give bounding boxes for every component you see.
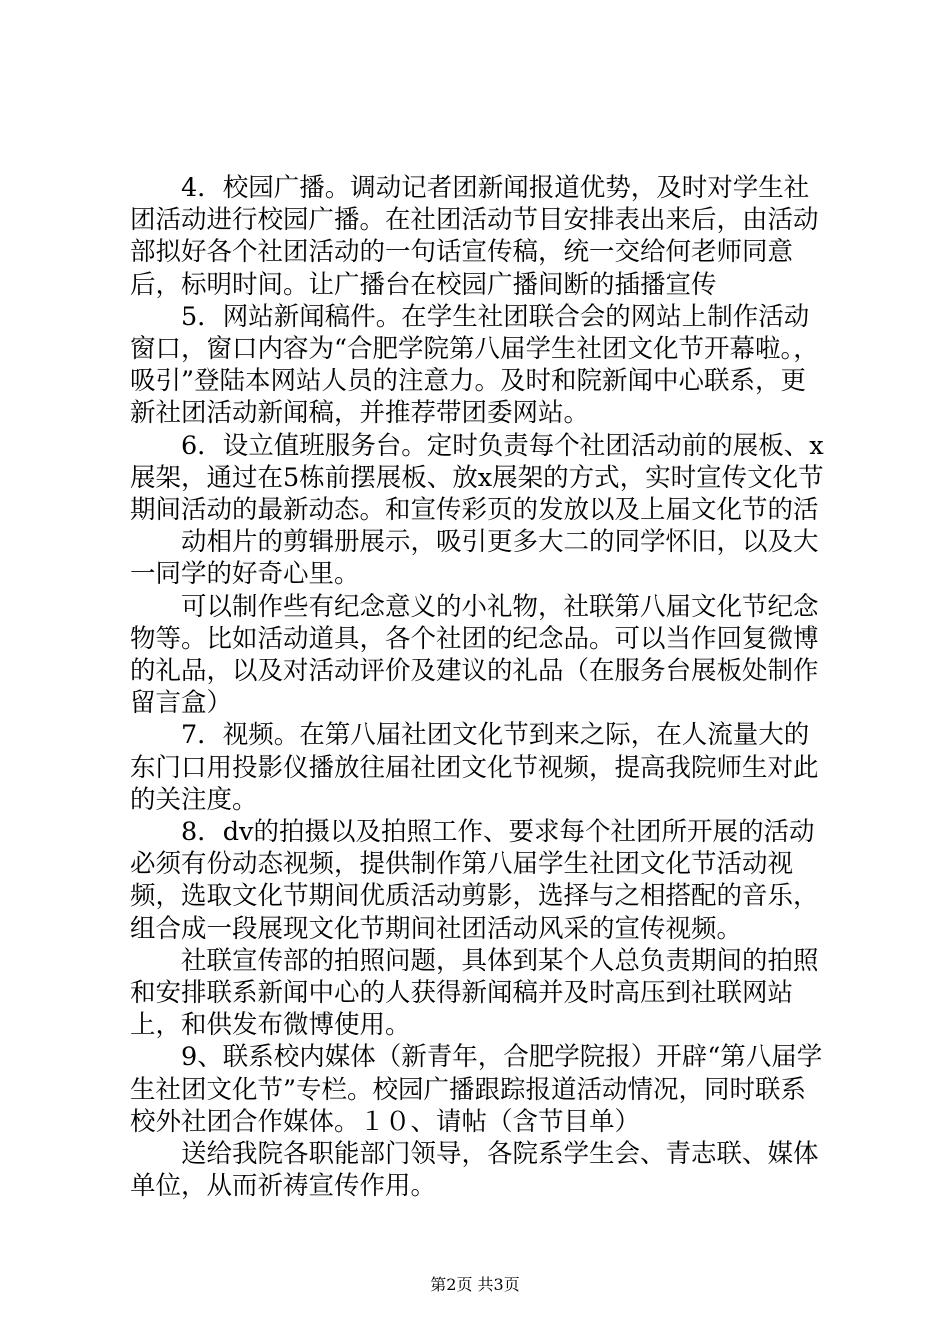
document-body [130,172,830,1203]
paragraph-photo-album: 动相片的剪辑册展示，吸引更多大二的同学怀旧，以及大一同学的好奇心里。 [130,527,819,590]
paragraph-service-desk: 6．设立值班服务台。定时负责每个社团活动前的展板、x展架，通过在5栋前摆展板、放x展架的方式，实时宣传文化节期间活动的最新动态。和宣传彩页的发放以及上届文化节的活 [130,430,824,526]
paragraph-dv-filming: 8．dv的拍摄以及拍照工作、要求每个社团所开展的活动必须有份动态视频，提供制作第八届学生社团文化节活动视频，选取文化节期间优质活动剪影，选择与之相搭配的音乐，组合成一段展现文化节期间社团活动风采的宣传视频。 [130,817,819,944]
paragraph-souvenirs: 可以制作些有纪念意义的小礼物，社联第八届文化节纪念物等。比如活动道具，各个社团的纪念品。可以当作回复微博的礼品，以及对活动评价及建议的礼品（在服务台展板处制作留言盒） [130,591,819,719]
paragraph-video: 7．视频。在第八届社团文化节到来之际，在人流量大的东门口用投影仪播放往届社团文化节视频，提高我院师生对此的关注度。 [130,720,819,815]
paragraph-campus-media: 9、联系校内媒体（新青年，合肥学院报）开辟“第八届学生社团文化节”专栏。校园广播跟踪报道活动情况，同时联系校外社团合作媒体。１０、请帖（含节目单） [130,1042,823,1137]
page-number: 第2页 共3页 [430,1275,520,1294]
paragraph-photography: 社联宣传部的拍照问题，具体到某个人总负责期间的拍照和安排联系新闻中心的人获得新闻稿并及时高压到社联网站上，和供发布微博使用。 [130,945,819,1041]
paragraph-website-news: 5．网站新闻稿件。在学生社团联合会的网站上制作活动窗口，窗口内容为“合肥学院第八届学生社团文化节开幕啦。，吸引”登陆本网站人员的注意力。及时和院新闻中心联系，更新社团活动新闻稿，并推荐带团委网站。 [130,301,819,429]
paragraph-campus-broadcast: 4．校园广播。调动记者团新闻报道优势，及时对学生社团活动进行校园广播。在社团活动节目安排表出来后，由活动部拟好各个社团活动的一句话宣传稿，统一交给何老师同意后，标明时间。让广播台在校园广播间断的插播宣传 [130,173,819,300]
paragraph-invitations: 送给我院各职能部门领导，各院系学生会、青志联、媒体单位，从而祈祷宣传作用。 [130,1139,819,1202]
